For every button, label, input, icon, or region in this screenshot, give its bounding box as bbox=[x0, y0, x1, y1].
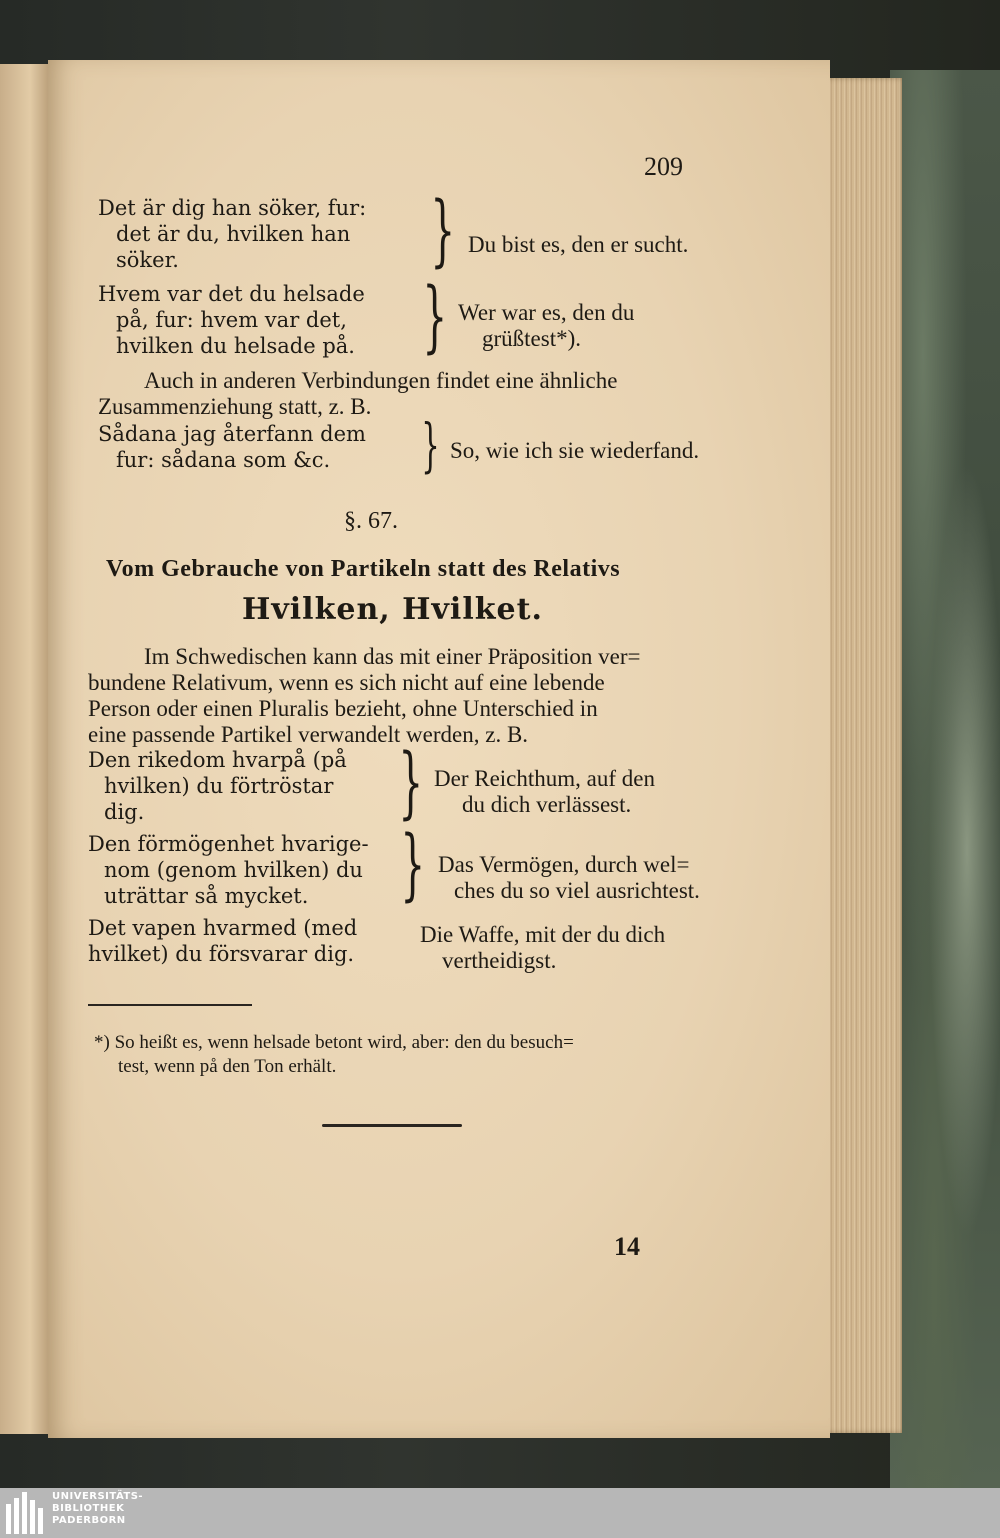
footnote-rule bbox=[88, 1004, 252, 1006]
signature-mark: 14 bbox=[614, 1232, 640, 1261]
left-page-edge bbox=[0, 64, 50, 1434]
sw-line: det är du, hvilken han bbox=[116, 222, 351, 246]
de-line: Du bist es, den er sucht. bbox=[468, 232, 689, 257]
sw-line: söker. bbox=[116, 248, 179, 272]
section-number: §. 67. bbox=[344, 508, 398, 534]
sw-line: Det vapen hvarmed (med bbox=[88, 916, 358, 940]
sw-line: Det är dig han söker, fur: bbox=[98, 196, 367, 220]
sw-line: hvilken du helsade på. bbox=[116, 334, 355, 358]
sw-line: Den förmögenhet hvarige- bbox=[88, 832, 369, 856]
sw-line: Den rikedom hvarpå (på bbox=[88, 748, 347, 772]
page-number: 209 bbox=[644, 152, 683, 181]
sw-line: hvilken) du förtröstar bbox=[104, 774, 334, 798]
curly-brace: } bbox=[421, 411, 440, 479]
sw-line: uträttar så mycket. bbox=[104, 884, 309, 908]
de-line: So, wie ich sie wiederfand. bbox=[450, 438, 700, 463]
sw-line: hvilket) du försvarar dig. bbox=[88, 942, 355, 966]
de-line: Wer war es, den du bbox=[458, 300, 635, 325]
section-heading-words: Hvilken, Hvilket. bbox=[242, 592, 543, 627]
de-line: vertheidigst. bbox=[442, 948, 557, 973]
footnote-line: *) So heißt es, wenn helsade betont wird, aber: den du besuch= bbox=[94, 1032, 574, 1053]
de-line: grüßtest*). bbox=[482, 326, 582, 351]
paragraph-line: eine passende Partikel verwandelt werden, z. B. bbox=[88, 722, 529, 747]
curly-brace: } bbox=[422, 272, 448, 362]
book-page bbox=[48, 60, 830, 1438]
marbled-cover bbox=[890, 70, 1000, 1488]
de-line: Das Vermögen, durch wel= bbox=[438, 852, 690, 877]
sw-line: nom (genom hvilken) du bbox=[104, 858, 363, 882]
sw-line: fur: sådana som &c. bbox=[116, 448, 331, 472]
curly-brace: } bbox=[430, 186, 456, 276]
curly-brace: } bbox=[398, 738, 424, 828]
page-edges bbox=[818, 78, 902, 1433]
sw-line: dig. bbox=[104, 800, 145, 824]
paragraph-line: Person oder einen Pluralis bezieht, ohne Unterschied in bbox=[88, 696, 598, 721]
de-line: Der Reichthum, auf den bbox=[434, 766, 655, 791]
curly-brace: } bbox=[400, 820, 426, 910]
paragraph-line: Auch in anderen Verbindungen findet eine ähnliche bbox=[144, 368, 618, 393]
library-name-line: PADERBORN bbox=[52, 1515, 126, 1526]
end-rule bbox=[322, 1124, 462, 1127]
footnote-line: test, wenn på den Ton erhält. bbox=[118, 1056, 337, 1077]
sw-line: Hvem var det du helsade bbox=[98, 282, 365, 306]
de-line: du dich verlässest. bbox=[462, 792, 632, 817]
de-line: ches du so viel ausrichtest. bbox=[454, 878, 700, 903]
section-heading: Vom Gebrauche von Partikeln statt des Relativs bbox=[106, 556, 621, 582]
library-logo-icon bbox=[6, 1492, 46, 1534]
paragraph-line: Zusammenziehung statt, z. B. bbox=[98, 394, 372, 419]
sw-line: på, fur: hvem var det, bbox=[116, 308, 347, 332]
sw-line: Sådana jag återfann dem bbox=[98, 422, 366, 446]
de-line: Die Waffe, mit der du dich bbox=[420, 922, 666, 947]
paragraph-line: Im Schwedischen kann das mit einer Präposition ver= bbox=[144, 644, 641, 669]
library-footer bbox=[0, 1488, 1000, 1538]
library-name-line: BIBLIOTHEK bbox=[52, 1503, 125, 1514]
library-name-line: UNIVERSITÄTS- bbox=[52, 1491, 144, 1502]
paragraph-line: bundene Relativum, wenn es sich nicht auf eine lebende bbox=[88, 670, 605, 695]
